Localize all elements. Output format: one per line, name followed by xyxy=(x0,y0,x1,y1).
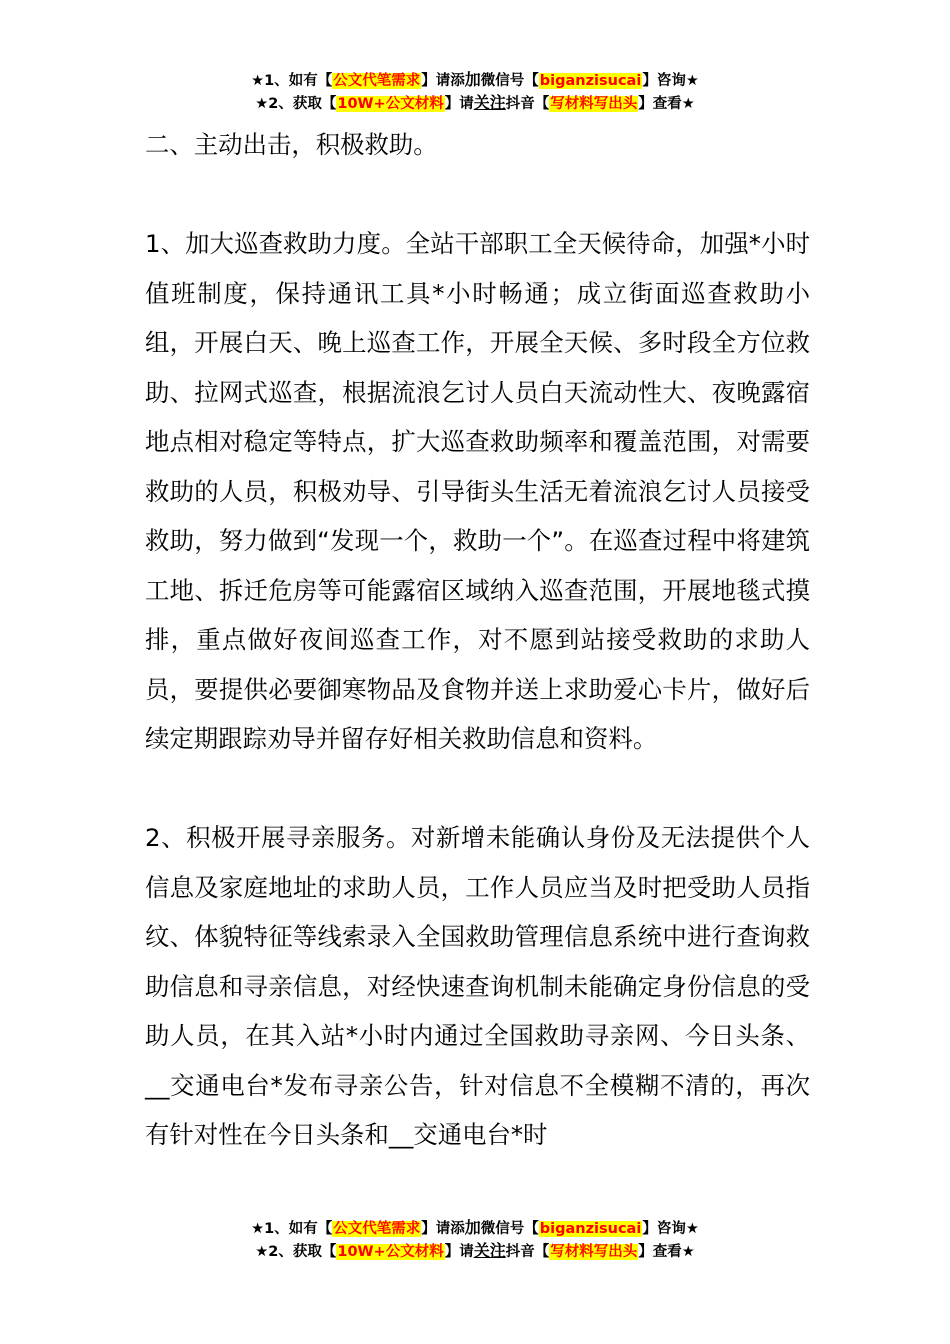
douyin-id-highlight: 写材料写出头 xyxy=(550,1244,638,1260)
section-heading: 二、主动出击，积极救助。 xyxy=(145,130,438,159)
banner-emphasis: 加 xyxy=(464,70,481,89)
banner-text: 】请 xyxy=(444,96,474,112)
banner-highlight: 10W+公文材料 xyxy=(337,1244,444,1260)
banner-emphasis: 关注 xyxy=(473,1241,506,1260)
banner-text: ★1、如有【 xyxy=(251,73,333,89)
banner-text: 】请添 xyxy=(421,73,465,89)
banner-text: 】查看★ xyxy=(638,1244,695,1260)
top-banner xyxy=(0,68,950,114)
banner-text: ★1、如有【 xyxy=(251,1221,333,1237)
paragraph-1: 1、加大巡查救助力度。全站干部职工全天候待命，加强*小时值班制度，保持通讯工具*小时畅通；成立街面巡查救助小组，开展白天、晚上巡查工作，开展全天候、多时段全方位救助、拉网式巡查，根据流浪乞讨人员白天流动性大、夜晚露宿地点相对稳定等特点，扩大巡查救助频率和覆盖范围，对需要救助的人员，积极劝导、引导街头生活无着流浪乞讨人员接受救助，努力做到“发现一个，救助一个”。在巡查过程中将建筑工地、拆迁危房等可能露宿区域纳入巡查范围，开展地毯式摸排，重点做好夜间巡查工作，对不愿到站接受救助的求助人员，要提供必要御寒物品及食物并送上求助爱心卡片，做好后续定期跟踪劝导并留存好相关救助信息和资料。 xyxy=(145,229,810,753)
banner-emphasis: 关注 xyxy=(473,93,506,112)
banner-highlight: 公文代笔需求 xyxy=(333,1221,421,1237)
banner-text: 微信号【 xyxy=(480,73,539,89)
paragraph-spacer xyxy=(145,764,810,814)
banner-text: 抖音【 xyxy=(505,1244,550,1260)
banner-text: 】请添 xyxy=(421,1221,465,1237)
document-body xyxy=(145,120,810,1160)
banner-text: 】咨询★ xyxy=(642,1221,699,1237)
banner-text: ★2、获取【 xyxy=(255,96,337,112)
bottom-banner xyxy=(0,1216,950,1262)
wechat-id-highlight: biganzisucai xyxy=(539,73,642,89)
banner-highlight: 10W+公文材料 xyxy=(337,96,444,112)
wechat-id-highlight: biganzisucai xyxy=(539,1221,642,1237)
banner-text: 】查看★ xyxy=(638,96,695,112)
banner-text: 微信号【 xyxy=(480,1221,539,1237)
paragraph-spacer xyxy=(145,170,810,220)
banner-highlight: 公文代笔需求 xyxy=(333,73,421,89)
banner-line-2 xyxy=(0,91,950,114)
banner-line-2 xyxy=(0,1239,950,1262)
banner-text: 抖音【 xyxy=(505,96,550,112)
banner-line-1 xyxy=(0,68,950,91)
banner-text: 】请 xyxy=(444,1244,474,1260)
banner-text: ★2、获取【 xyxy=(255,1244,337,1260)
banner-line-1 xyxy=(0,1216,950,1239)
paragraph-2: 2、积极开展寻亲服务。对新增未能确认身份及无法提供个人信息及家庭地址的求助人员，工作人员应当及时把受助人员指纹、体貌特征等线索录入全国救助管理信息系统中进行查询救助信息和寻亲信息，对经快速查询机制未能确定身份信息的受助人员，在其入站*小时内通过全国救助寻亲网、今日头条、__交通电台*发布寻亲公告，针对信息不全模糊不清的，再次有针对性在今日头条和__交通电台*时 xyxy=(145,823,810,1149)
banner-emphasis: 加 xyxy=(464,1218,481,1237)
douyin-id-highlight: 写材料写出头 xyxy=(550,96,638,112)
banner-text: 】咨询★ xyxy=(642,73,699,89)
